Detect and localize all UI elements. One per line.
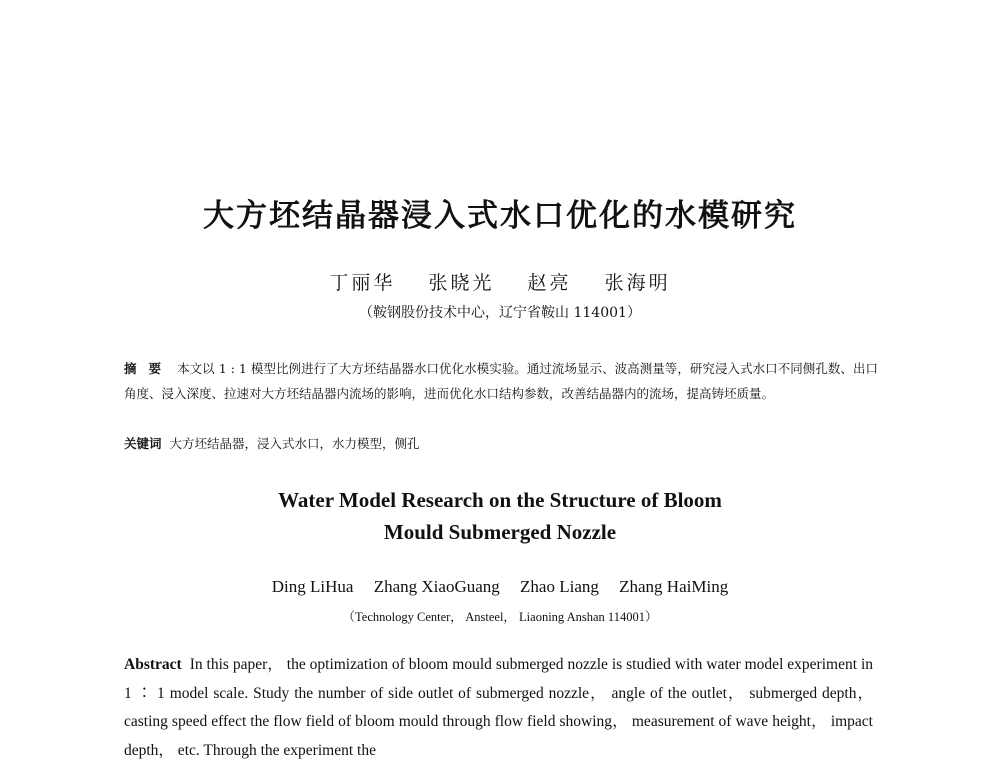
chinese-author-3: 赵亮 xyxy=(527,272,572,294)
chinese-author-4: 张海明 xyxy=(604,272,671,294)
english-abstract-label: Abstract xyxy=(124,656,182,673)
chinese-affiliation: （鞍钢股份技术中心，辽宁省鞍山 114001） xyxy=(359,305,641,321)
chinese-title: 大方坯结晶器浸入式水口优化的水模研究 xyxy=(203,198,797,234)
english-abstract xyxy=(124,651,873,765)
english-affiliation: （Technology Center， Ansteel， Liaoning Anshan 114001） xyxy=(342,610,658,624)
chinese-abstract-text: 本文以 1 : 1 模型比例进行了大方坯结晶器水口优化水模实验。通过流场显示、波高测量等，研究浸入式水口不同侧孔数、出口角度、浸入深度、拉速对大方坯结晶器内流场的影响，进而优化水口结构参数，改善结晶器内的流场，提高铸坯质量。 xyxy=(124,361,878,401)
chinese-keywords-label: 关键词 xyxy=(124,436,162,451)
english-author-1: Ding LiHua xyxy=(271,577,354,596)
english-title-line-2: Mould Submerged Nozzle xyxy=(383,520,617,544)
chinese-keywords xyxy=(124,434,878,452)
chinese-keywords-text: 大方坯结晶器，浸入式水口，水力模型，侧孔 xyxy=(169,436,420,451)
english-author-2: Zhang XiaoGuang xyxy=(373,577,500,596)
english-authors xyxy=(0,577,1000,597)
chinese-authors xyxy=(0,268,1000,295)
english-abstract-text: In this paper， the optimization of bloom mould submerged nozzle is studied with water model experiment in 1 ∶ 1 model scale. Study the number of side outlet of submerged nozzle， angle of the outlet， submerged depth， casting speed effect the flow field of bloom mould through flow field showing， measurement of wave height， impact depth， etc. Through the experiment the xyxy=(124,656,873,759)
english-author-4: Zhang HaiMing xyxy=(619,577,729,596)
chinese-abstract xyxy=(124,356,878,406)
chinese-abstract-label: 摘要 xyxy=(124,361,174,376)
english-title xyxy=(0,484,1000,548)
chinese-author-2: 张晓光 xyxy=(428,272,495,294)
english-title-line-1: Water Model Research on the Structure of Bloom xyxy=(278,488,722,512)
chinese-author-1: 丁丽华 xyxy=(329,272,396,294)
english-author-3: Zhao Liang xyxy=(520,577,599,596)
